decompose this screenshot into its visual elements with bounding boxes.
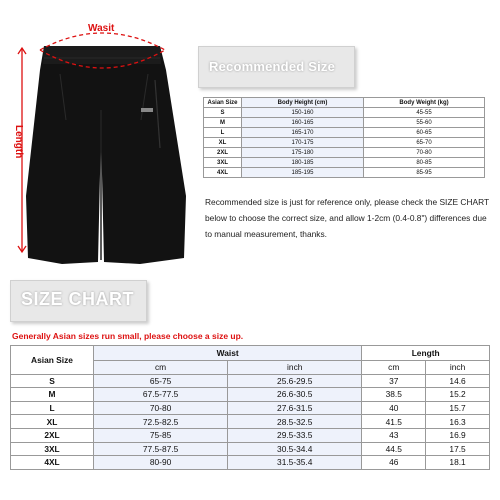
rec-height: 150-160: [242, 108, 364, 118]
size-chart-header-length: Length: [362, 346, 490, 361]
waist-cm: 72.5-82.5: [94, 415, 228, 429]
size-chart-table: [10, 345, 490, 470]
waist-cm: 65-75: [94, 374, 228, 388]
waist-inch: 30.5-34.4: [228, 442, 362, 456]
waist-inch: 28.5-32.5: [228, 415, 362, 429]
rec-size: 4XL: [204, 168, 242, 178]
rec-weight: 45-55: [364, 108, 485, 118]
rec-size: M: [204, 118, 242, 128]
rec-weight: 85-95: [364, 168, 485, 178]
rec-weight: 80-85: [364, 158, 485, 168]
length-inch: 15.7: [426, 401, 490, 415]
size-chart-header-waist: Waist: [94, 346, 362, 361]
recommended-size-table: [203, 97, 485, 178]
rec-size: 2XL: [204, 148, 242, 158]
chart-size: 3XL: [11, 442, 94, 456]
unit-header: inch: [228, 361, 362, 375]
zipper-pull: [141, 108, 153, 112]
rec-row: [204, 148, 485, 158]
length-inch: 16.3: [426, 415, 490, 429]
waist-inch: 25.6-29.5: [228, 374, 362, 388]
rec-row: [204, 118, 485, 128]
waist-inch: 27.6-31.5: [228, 401, 362, 415]
rec-height: 160-165: [242, 118, 364, 128]
shorts-waistband: [43, 46, 161, 64]
rec-header-size: Asian Size: [204, 98, 242, 108]
recommended-size-header: [198, 46, 355, 88]
rec-size: 3XL: [204, 158, 242, 168]
size-chart-row: [11, 428, 490, 442]
rec-weight: 70-80: [364, 148, 485, 158]
rec-row: [204, 158, 485, 168]
unit-header: inch: [426, 361, 490, 375]
waist-inch: 29.5-33.5: [228, 428, 362, 442]
length-inch: 16.9: [426, 428, 490, 442]
length-inch: 15.2: [426, 388, 490, 402]
length-inch: 17.5: [426, 442, 490, 456]
rec-weight: 60-65: [364, 128, 485, 138]
waist-inch: 26.6-30.5: [228, 388, 362, 402]
length-cm: 40: [362, 401, 426, 415]
size-chart-row: [11, 415, 490, 429]
waist-inch: 31.5-35.4: [228, 456, 362, 470]
waist-cm: 77.5-87.5: [94, 442, 228, 456]
length-inch: 18.1: [426, 456, 490, 470]
unit-header: cm: [362, 361, 426, 375]
waist-cm: 67.5-77.5: [94, 388, 228, 402]
length-inch: 14.6: [426, 374, 490, 388]
rec-size: S: [204, 108, 242, 118]
rec-row: [204, 128, 485, 138]
length-cm: 41.5: [362, 415, 426, 429]
rec-height: 170-175: [242, 138, 364, 148]
rec-weight: 55-60: [364, 118, 485, 128]
chart-size: S: [11, 374, 94, 388]
length-cm: 43: [362, 428, 426, 442]
waist-cm: 70-80: [94, 401, 228, 415]
size-chart-row: [11, 374, 490, 388]
rec-header-height: Body Height (cm): [242, 98, 364, 108]
rec-height: 175-180: [242, 148, 364, 158]
recommended-note: Recommended size is just for reference only, please check the SIZE CHART below to choose the correct size, and allow 1-2cm (0.4-0.8") differences due to manual measurement, thanks.: [205, 197, 489, 239]
waist-cm: 80-90: [94, 456, 228, 470]
length-label: Length: [13, 125, 24, 159]
size-chart-header-size: Asian Size: [11, 346, 94, 375]
rec-row: [204, 138, 485, 148]
length-cm: 37: [362, 374, 426, 388]
rec-size: XL: [204, 138, 242, 148]
size-chart-row: [11, 442, 490, 456]
rec-header-weight: Body Weight (kg): [364, 98, 485, 108]
length-cm: 38.5: [362, 388, 426, 402]
length-cm: 46: [362, 456, 426, 470]
rec-weight: 65-70: [364, 138, 485, 148]
chart-size: 4XL: [11, 456, 94, 470]
waist-label: Wasit: [88, 23, 115, 34]
waist-cm: 75-85: [94, 428, 228, 442]
rec-height: 185-195: [242, 168, 364, 178]
size-chart-title: SIZE CHART: [21, 289, 134, 309]
unit-header: cm: [94, 361, 228, 375]
shorts-illustration: [0, 0, 200, 270]
size-chart-note: Generally Asian sizes run small, please choose a size up.: [12, 331, 244, 341]
rec-row: [204, 168, 485, 178]
shorts-body: [26, 46, 186, 264]
size-chart-row: [11, 456, 490, 470]
rec-size: L: [204, 128, 242, 138]
recommended-size-title: Recommended Size: [209, 59, 336, 74]
rec-row: [204, 108, 485, 118]
chart-size: XL: [11, 415, 94, 429]
size-chart-header: [10, 280, 147, 322]
rec-height: 180-185: [242, 158, 364, 168]
size-chart-row: [11, 388, 490, 402]
length-cm: 44.5: [362, 442, 426, 456]
chart-size: M: [11, 388, 94, 402]
rec-height: 165-170: [242, 128, 364, 138]
chart-size: L: [11, 401, 94, 415]
size-chart-row: [11, 401, 490, 415]
chart-size: 2XL: [11, 428, 94, 442]
